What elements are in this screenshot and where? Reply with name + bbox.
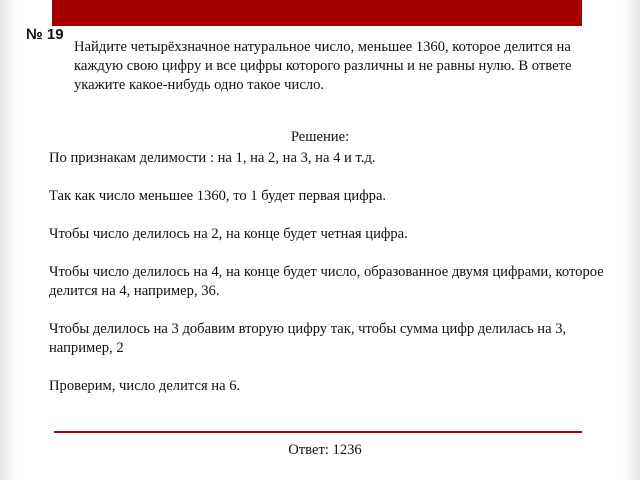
task-text: Найдите четырёхзначное натуральное число, меньшее 1360, которое делится на каждую свою цифру и все цифры которого различны и не равны нулю. В ответе укажите какое-нибудь одно такое число. [74,39,572,93]
solution-line: Чтобы число делилось на 2, на конце будет четная цифра. [49,226,408,242]
solution-line: Чтобы делилось на 3 добавим вторую цифру так, чтобы сумма цифр делилась на 3, например, 2 [49,321,567,356]
answer-divider [54,431,582,433]
solution-title: Решение: [290,129,350,145]
solution-line: Проверим, число делится на 6. [49,378,241,394]
task-number: № 19 [26,26,64,43]
solution-line: Так как число меньшее 1360, то 1 будет первая цифра. [49,188,387,204]
solution-line: Чтобы число делилось на 4, на конце будет число, образованное двумя цифрами, которое делится на 4, например, 36. [49,264,604,299]
solution-line: По признакам делимости : на 1, на 2, на 3, на 4 и т.д. [49,150,376,166]
solution-body [49,149,609,415]
answer-text: Ответ: 1236 [288,442,362,458]
header-bar [52,0,582,26]
